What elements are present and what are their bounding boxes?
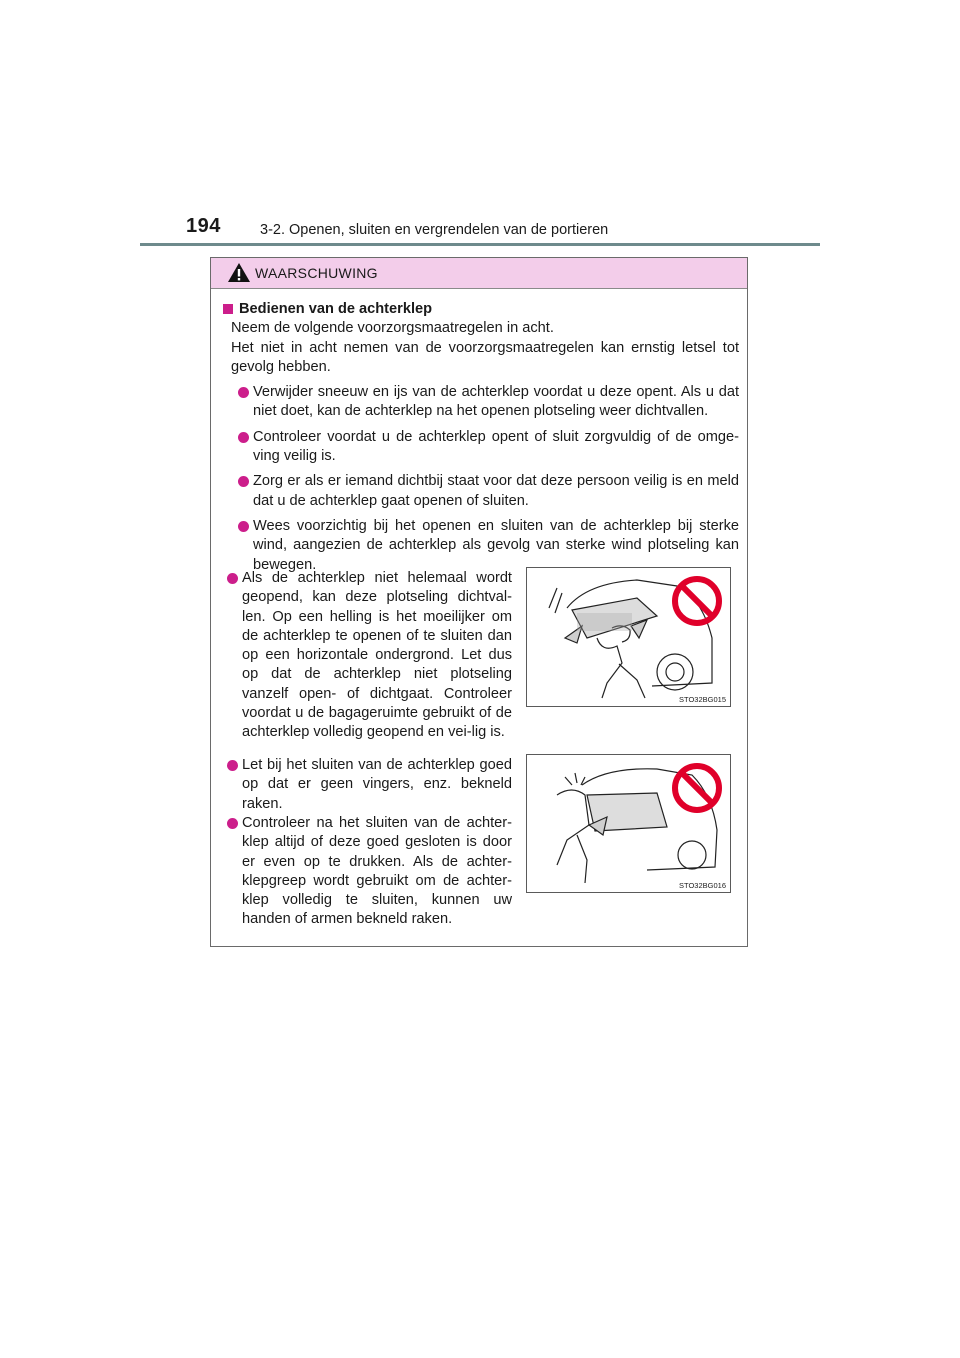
warning-header [211, 258, 747, 289]
list-item-text: Wees voorzichtig bij het openen en sluiten van de achterklep bij sterke wind, aangezien de achterklep als gevolg van sterke wind plotseling kan bewegen. [253, 517, 739, 573]
header-rule [140, 243, 820, 246]
square-bullet-icon [223, 304, 233, 314]
list-item-text: Verwijder sneeuw en ijs van de achterklep voordat u deze opent. Als u dat niet doet, kan de achterklep na het openen plotseling weer dichtvallen. [253, 384, 739, 420]
circle-bullet-icon [238, 476, 249, 487]
figure-code: STO32BG016 [679, 881, 726, 890]
illustration-tailgate-falling [526, 567, 731, 707]
list-item [223, 472, 739, 511]
section-title: 3-2. Openen, sluiten en vergrendelen van de portieren [260, 222, 609, 238]
list-item [223, 383, 739, 422]
list-item [223, 428, 739, 467]
subheading [223, 300, 739, 319]
intro-line-2: Het niet in acht nemen van de voorzorgsmaatregelen kan ernstig letsel tot gevolg hebben. [231, 339, 739, 375]
list-item-text: Zorg er als er iemand dichtbij staat voor dat deze persoon veilig is en meld dat u de achterklep gaat openen of sluiten. [253, 473, 739, 509]
list-item-text: Controleer na het sluiten van de achter-klep altijd of deze goed gesloten is door er even op te drukken. Als de achter-klepgreep wordt gebruikt om de achter-klep volledig te sluiten, kunnen uw handen of armen bekneld raken. [242, 815, 512, 928]
page-number: 194 [186, 215, 221, 237]
list-item-text: Controleer voordat u de achterklep opent of sluit zorgvuldig of de omge-ving veilig is. [253, 428, 739, 465]
list-item [212, 808, 512, 930]
list-item [212, 563, 512, 743]
illustration-hands-caught [526, 754, 731, 893]
subheading-text: Bedienen van de achterklep [239, 301, 433, 317]
circle-bullet-icon [238, 521, 249, 532]
list-item-text: Let bij het sluiten van de achterklep goed op dat er geen vingers, enz. bekneld raken. [242, 757, 512, 812]
warning-title: WAARSCHUWING [255, 265, 378, 281]
warning-triangle-icon [227, 262, 251, 283]
circle-bullet-icon [227, 818, 238, 829]
prohibition-icon [670, 761, 724, 815]
warning-content [223, 300, 739, 575]
figure-code: STO32BG015 [679, 695, 726, 704]
circle-bullet-icon [238, 387, 249, 398]
list-item-text: Als de achterklep niet helemaal wordt geopend, kan deze plotseling dichtval-len. Op een helling is het moeilijker om de achterklep te openen of te sluiten dan op een horizontale ondergrond. Let dus op dat de achterklep niet plotseling vanzelf open- of dichtgaat. Controleer voordat u de bagageruimte gebruikt of de achterklep volledig geopend en vei-lig is. [242, 570, 512, 741]
prohibition-icon [670, 574, 724, 628]
intro-line-1: Neem de volgende voorzorgsmaatregelen in acht. [231, 320, 554, 337]
list-item [212, 750, 512, 814]
circle-bullet-icon [238, 432, 249, 443]
circle-bullet-icon [227, 573, 238, 584]
circle-bullet-icon [227, 760, 238, 771]
